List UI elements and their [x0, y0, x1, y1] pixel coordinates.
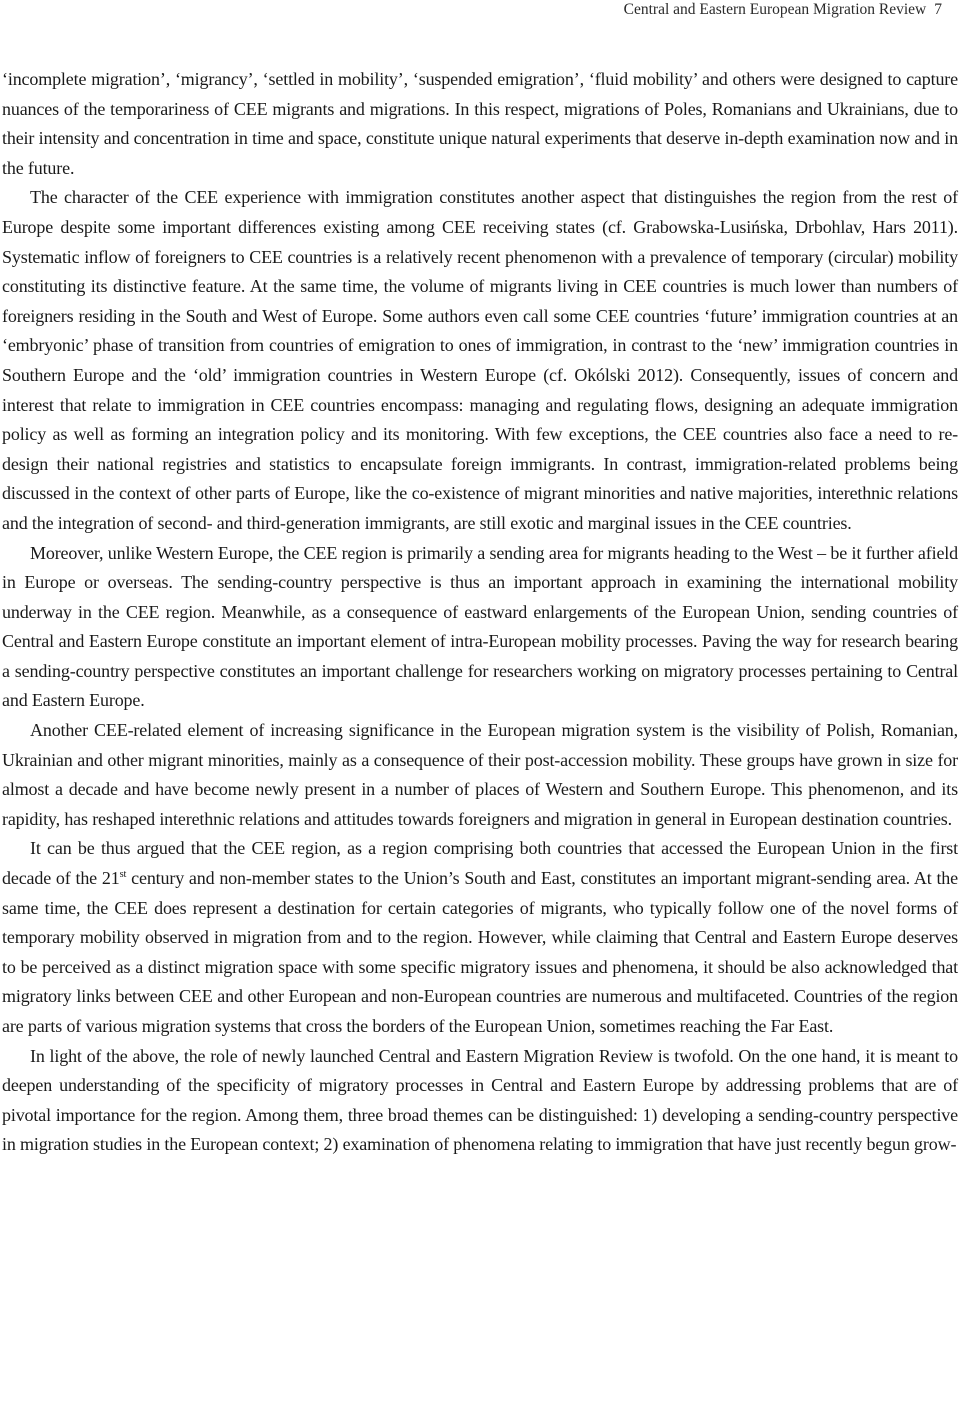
- page-number: 7: [934, 1, 942, 18]
- paragraph-1: ‘incomplete migration’, ‘migrancy’, ‘settled in mobility’, ‘suspended emigration’, ‘fluid mobility’ and others were designed to capture nuances of the temporariness of CEE migrants and migrations. In this respect, migrations of Poles, Romanians and Ukrainians, due to their intensity and concentration in time and space, constitute unique natural experiments that deserve in-depth examination now and in the future.: [2, 69, 958, 178]
- paragraph-5-part-1: It can be thus argued that the CEE region, as a region comprising both countries that accessed the European Union in the first decade of the 21: [2, 838, 958, 889]
- paragraph-3: Moreover, unlike Western Europe, the CEE region is primarily a sending area for migrants heading to the West – be it further afield in Europe or overseas. The sending-country perspective is thus an important approach in examining the international mobility underway in the CEE region. Meanwhile, as a consequence of eastward enlargements of the European Union, sending countries of Central and Eastern Europe constitute an important element of intra-European mobility processes. Paving the way for research bearing a sending-country perspective constitutes an important challenge for researchers working on migratory processes pertaining to Central and Eastern Europe.: [2, 542, 958, 711]
- journal-title: Central and Eastern European Migration Review: [623, 1, 927, 18]
- running-header: [624, 0, 942, 20]
- paragraph-6: In light of the above, the role of newly launched Central and Eastern Migration Review is twofold. On the one hand, it is meant to deepen understanding of the specificity of migratory processes in Central and Eastern Europe by addressing problems that are of pivotal importance for the region. Among them, three broad themes can be distinguished: 1) developing a sending-country perspective in migration studies in the European context; 2) examination of phenomena relating to immigration that have just recently begun grow-: [2, 1045, 958, 1155]
- paragraph-4: Another CEE-related element of increasing significance in the European migration system is the visibility of Polish, Romanian, Ukrainian and other migrant minorities, mainly as a consequence of their post-accession mobility. These groups have grown in size for almost a decade and have become newly present in a number of places of Western and Southern Europe. This phenomenon, and its rapidity, has reshaped interethnic relations and attitudes towards foreigners and migration in general in European destination countries.: [2, 720, 958, 829]
- article-body: [2, 65, 958, 1160]
- paragraph-5: [2, 834, 958, 1041]
- paragraph-2: The character of the CEE experience with immigration constitutes another aspect that distinguishes the region from the rest of Europe despite some important differences existing among CEE receiving states (cf. Grabowska-Lusińska, Drbohlav, Hars 2011). Systematic inflow of foreigners to CEE countries is a relatively recent phenomenon with a prevalence of temporary (circular) mobility constituting its distinctive feature. At the same time, the volume of migrants living in CEE countries is much lower than numbers of foreigners residing in the South and West of Europe. Some authors even call some CEE countries ‘future’ immigration countries at an ‘embryonic’ phase of transition from countries of emigration to ones of immigration, in contrast to the ‘new’ immigration countries in Southern Europe and the ‘old’ immigration countries in Western Europe (cf. Okólski 2012). Consequently, issues of concern and interest that relate to immigration in CEE countries encompass: managing and regulating flows, designing an adequate immigration policy as well as forming an integration policy and its monitoring. With few exceptions, the CEE countries also face a need to re-design their national registries and statistics to encapsulate foreign immigrants. In contrast, immigration-related problems being discussed in the context of other parts of Europe, like the co-existence of migrant minorities and native majorities, interethnic relations and the integration of second- and third-generation immigrants, are still exotic and marginal issues in the CEE countries.: [2, 187, 958, 533]
- paragraph-5-part-2: century and non-member states to the Union’s South and East, constitutes an important migrant-sending area. At the same time, the CEE does represent a destination for certain categories of migrants, who typically follow one of the novel forms of temporary mobility observed in migration from and to the region. However, while claiming that Central and Eastern Europe deserves to be perceived as a distinct migration space with some specific migratory issues and phenomena, it should be also acknowledged that migratory links between CEE and other European and non-European countries are numerous and multifaceted. Countries of the region are parts of various migration systems that cross the borders of the European Union, sometimes reaching the Far East.: [2, 868, 958, 1036]
- ordinal-superscript: st: [119, 869, 127, 881]
